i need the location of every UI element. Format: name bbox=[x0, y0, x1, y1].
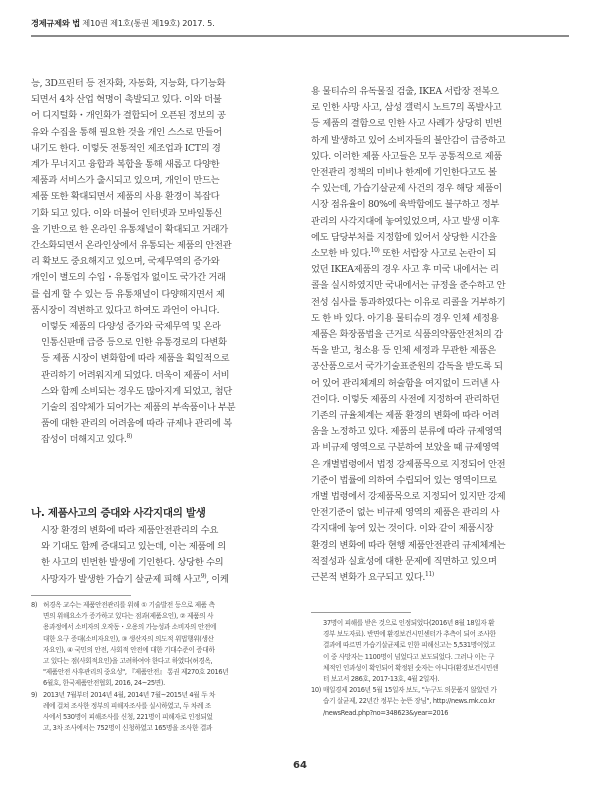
text-line: 시장 점유율이 80%에 육박함에도 불구하고 정부 bbox=[311, 199, 499, 211]
header-rule bbox=[31, 35, 569, 37]
left-column-section-body bbox=[31, 523, 285, 588]
footnote-line: 면의 위해요소가 증가하고 있다는 점과(제품요인), ② 제품의 사 bbox=[43, 612, 214, 621]
text-line: 스와 함께 소비되는 경우도 많아지게 되었고, 첨단 bbox=[41, 385, 232, 397]
text-line: 개인이 별도의 수입・유통업자 없이도 국가간 거래 bbox=[31, 272, 226, 284]
footnote-number: 8) bbox=[31, 601, 38, 609]
text-line: 움을 노정하고 있다. 제품의 분류에 따라 규제영역 bbox=[311, 426, 502, 438]
text-line: 능, 3D프린터 등 전자화, 자동화, 지능화, 다기능화 bbox=[31, 78, 226, 89]
footnote-line: 매일경제 2016년 5월 15일자 보도, "누구도 의문품지 않았던 가 bbox=[323, 686, 497, 695]
issue-info: 제10권 제1호(통권 제19호) 2017. 5. bbox=[79, 18, 215, 28]
text-line: 되면서 4차 산업 혁명이 촉발되고 있다. 이와 더불 bbox=[31, 94, 222, 106]
footnote-line: 터 보고서 286호, 2017-13호, 4월 2일자). bbox=[323, 675, 440, 684]
text-line: 이렇듯 제품의 다양성 증가와 국제무역 및 온라 bbox=[41, 321, 221, 333]
footnote-number: 9) bbox=[31, 690, 38, 699]
footnote bbox=[31, 600, 287, 690]
text-line: 개별 법령에서 강제품목으로 지정되어 있지만 강제 bbox=[311, 491, 506, 503]
text-line: 어 있어 관리체계의 허술함을 여지없이 드러낸 사 bbox=[311, 377, 500, 389]
text-line: 에도 담당부처를 지정함에 있어서 상당한 시간을 bbox=[311, 231, 497, 243]
footnote-number bbox=[311, 618, 323, 685]
footnote-line: 37명이 피해를 받은 것으로 인정되었다(2016년 8월 18일자 환 bbox=[323, 619, 495, 627]
text-line: 시장 환경의 변화에 따라 제품안전관리의 수요 bbox=[41, 525, 219, 536]
footnote-line: 용과정에서 소비자의 오작동・오용의 가능성과 소비자의 안전에 bbox=[43, 623, 217, 632]
text-line: 제품은 화장품법을 근거로 식품의약품안전처의 감 bbox=[311, 329, 503, 341]
text-line: 유와 수집을 통해 필요한 것을 개인 스스로 만들어 bbox=[31, 126, 222, 138]
footnote-line: 고, 3차 조사에서는 752명이 신청하였고 165명을 조사한 결과 bbox=[43, 724, 213, 733]
footnote-line: 경부 보도자료). 반면에 환경보건시민센터가 추측이 되어 조사한 bbox=[323, 630, 496, 639]
paragraph-1 bbox=[31, 76, 285, 319]
text-line: 계가 무너지고 융합과 복합을 통해 새롭고 다양한 bbox=[31, 159, 220, 171]
footnote-text bbox=[43, 690, 287, 735]
footnote bbox=[311, 685, 567, 719]
text-line: 기화 되고 있다. 이와 더불어 인터넷과 모바일통신 bbox=[31, 207, 222, 219]
footnote-rule-right bbox=[311, 612, 411, 613]
text-line: 도 한 바 있다. 아기용 물티슈의 경우 인체 세정용 bbox=[311, 312, 499, 324]
footnote-line: 이 중 사망자는 1100명이 넘었다고 보도되었다. 그러나 이는 구 bbox=[323, 652, 495, 661]
footnote-line: 6월호, 한국제품안전협회, 2016, 24~25면). bbox=[43, 679, 165, 688]
text-line: 를 쉽게 할 수 있는 등 유통채널이 다양해지면서 제 bbox=[31, 288, 225, 300]
footnote-line: 례에 걸쳐 조사한 정부의 피해자조사를 실시하였고, 두 차례 조 bbox=[43, 701, 211, 710]
text-line: 있다. 이러한 제품 사고들은 모두 공통적으로 제품 bbox=[311, 150, 502, 162]
footnote-number: 10) bbox=[311, 686, 322, 695]
text-line: 기존의 규율체계는 제품 환경의 변화에 따라 어려 bbox=[311, 410, 500, 422]
text-line: 하게 발생하고 있어 소비자들의 불안감이 급증하고 bbox=[311, 134, 506, 146]
text-line: 공산품으로서 국가기술표준원의 감독을 받도록 되 bbox=[311, 361, 503, 373]
footnote-ref[interactable]: 8) bbox=[126, 433, 132, 441]
text-line: 등 제품 시장이 변화함에 따라 제품을 획일적으로 bbox=[41, 353, 230, 365]
footnotes-right bbox=[311, 618, 567, 719]
text-line: 근본적 변화가 요구되고 있다.$^{11)}$ bbox=[311, 571, 434, 584]
footnote-line: 자요인), ④ 국민의 안전, 사회적 안전에 대한 기대수준이 증대하 bbox=[43, 645, 215, 654]
footnote-line: 허경옥 교수는 제품안전관리를 위해 ① 기술발전 등으로 제품 측 bbox=[43, 601, 215, 609]
text-line: 용 물티슈의 유독물질 검출, IKEA 서랍장 전복으 bbox=[311, 86, 499, 97]
text-line: 잡성이 더해지고 있다.$^{8)}$ bbox=[41, 433, 132, 446]
text-line: 관리하기 어려워지게 되었다. 더욱이 제품이 서비 bbox=[41, 369, 230, 381]
paragraph-2 bbox=[31, 319, 285, 449]
text-line: 품에 대한 관리의 어려움에 따라 규제나 관리에 복 bbox=[41, 418, 232, 430]
right-column-body bbox=[311, 84, 565, 586]
text-line: 리 확보도 중요해지고 있으며, 국제무역의 증가와 bbox=[31, 256, 220, 268]
text-line: 사망자가 발생한 가습기 살균제 피해 사고$^{9)}$, 이케 bbox=[41, 572, 229, 585]
text-line: 기준이 법률에 의하여 수립되어 있는 영역이므로 bbox=[311, 474, 497, 486]
text-line: 제품과 서비스가 출시되고 있으며, 개인이 만드는 bbox=[31, 175, 220, 187]
text-line: 었던 IKEA제품의 경우 사고 후 미국 내에서는 리 bbox=[311, 264, 499, 276]
text-line: 수 있는데, 가습기살균제 사건의 경우 해당 제품이 bbox=[311, 183, 502, 195]
text-line: 을 기반으로 한 온라인 유통채널이 확대되고 거래가 bbox=[31, 223, 228, 235]
footnote-line: 2013년 7월부터 2014년 4월, 2014년 7월~2015년 4월 두 차 bbox=[43, 690, 216, 699]
text-line: 적절성과 실효성에 대한 문제에 직면하고 있으며 bbox=[311, 555, 497, 567]
footnote-text bbox=[323, 618, 567, 685]
text-line: 제품 또한 확대되면서 제품의 사용 환경이 복잡다 bbox=[31, 191, 220, 203]
text-line: 환경의 변화에 따라 현행 제품안전관리 규제체계는 bbox=[311, 539, 506, 551]
footnote-line: 고 있다는 점(사회적요인)을 고려하여야 한다고 하였다(허경옥, bbox=[43, 657, 213, 666]
footnote-text bbox=[43, 600, 287, 690]
text-line: 내기도 한다. 이렇듯 전통적인 제조업과 ICT의 경 bbox=[31, 142, 221, 154]
footnote-line: 체적인 인과성이 확인되어 확정된 숫자는 아니다(환경보건시민센 bbox=[323, 663, 499, 672]
text-line: 각지대에 놓여 있는 것이다. 이와 같이 제품시장 bbox=[311, 523, 494, 535]
text-line: 안전관리 정책의 미비나 한계에 기인한다고도 볼 bbox=[311, 167, 497, 179]
footnote-line: 대한 요구 증대(소비자요인), ③ 생산자의 의도적 위법행위(생산 bbox=[43, 634, 214, 643]
text-line: 건이다. 이렇듯 제품의 사전에 지정하여 관리하던 bbox=[311, 393, 500, 405]
footnote-text bbox=[323, 685, 567, 719]
journal-title: 경제규제와 법 bbox=[31, 18, 80, 28]
text-line: 소모한 바 있다.$^{10)}$ 또한 서랍장 사고로 논란이 되 bbox=[311, 246, 497, 260]
left-column-body bbox=[31, 76, 285, 449]
footnote-line: 결과에 따르면 가습기살균제로 인한 피해신고는 5,531명이었고 bbox=[323, 641, 496, 650]
footnote-ref[interactable]: 10) bbox=[370, 246, 380, 254]
footnote-line: 습기 살균제, 22년간 정부는 눈뜬 장님", http://news.mk.co.kr bbox=[323, 697, 495, 706]
page-number: 64 bbox=[293, 760, 307, 771]
text-line: 인통신판매 급증 등으로 인한 유통경로의 다변화 bbox=[41, 337, 227, 349]
text-line: 은 개별법령에서 법정 강제품목으로 지정되어 안전 bbox=[311, 458, 506, 470]
footnote bbox=[31, 690, 287, 735]
text-line: 관리의 사각지대에 놓여있었으며, 사고 발생 이후 bbox=[311, 215, 500, 227]
footnote-ref[interactable]: 9) bbox=[200, 572, 207, 580]
footnote-line: /newsRead.php?no=348623&year=2016 bbox=[323, 708, 449, 717]
text-line: 어 디지털화・개인화가 결합되어 오픈된 정보의 공 bbox=[31, 110, 226, 122]
footnotes-left bbox=[31, 600, 287, 734]
text-line: 독을 받고, 청소용 등 인체 세정과 무관한 제품은 bbox=[311, 345, 496, 357]
text-line: 품시장이 격변하고 있다고 하여도 과언이 아니다. bbox=[31, 304, 220, 316]
paragraph-3 bbox=[31, 523, 285, 588]
text-line: 콜을 실시하였지만 국내에서는 규정을 준수하고 안 bbox=[311, 280, 506, 292]
text-line: 안전기준이 없는 비규제 영역의 제품은 관리의 사 bbox=[311, 507, 500, 519]
section-heading: 나. 제품사고의 증대와 사각지대의 발생 bbox=[31, 507, 206, 519]
footnote bbox=[311, 618, 567, 685]
footnote-rule-left bbox=[31, 595, 131, 596]
running-header bbox=[31, 18, 214, 29]
text-line: 전성 심사를 통과하였다는 이유로 리콜을 거부하기 bbox=[311, 296, 506, 308]
text-line: 기술의 집약체가 되어가는 제품의 부속품이나 부분 bbox=[41, 402, 236, 414]
footnote-line: "제품안전 사후관리의 중요성", 『제품안전』 통권 제270호 2016년 bbox=[43, 668, 229, 677]
text-line: 로 인한 사망 사고, 삼성 갤럭시 노트7의 폭발사고 bbox=[311, 102, 502, 114]
text-line: 등 제품의 결함으로 인한 사고 사례가 상당히 빈번 bbox=[311, 118, 502, 130]
text-line: 와 기대도 함께 증대되고 있는데, 이는 제품에 의 bbox=[41, 541, 226, 553]
footnote-ref[interactable]: 11) bbox=[425, 571, 434, 578]
text-line: 과 비규제 영역으로 구분하여 보았을 때 규제영역 bbox=[311, 442, 500, 454]
text-line: 간소화되면서 온라인상에서 유통되는 제품의 안전관 bbox=[31, 240, 232, 252]
text-line: 한 사고의 빈번한 발생에 기인한다. 상당한 수의 bbox=[41, 557, 224, 569]
right-paragraph bbox=[311, 84, 565, 586]
footnote-line: 사에서 530명이 피해조사를 신청, 221명이 피해자로 인정되었 bbox=[43, 713, 213, 722]
